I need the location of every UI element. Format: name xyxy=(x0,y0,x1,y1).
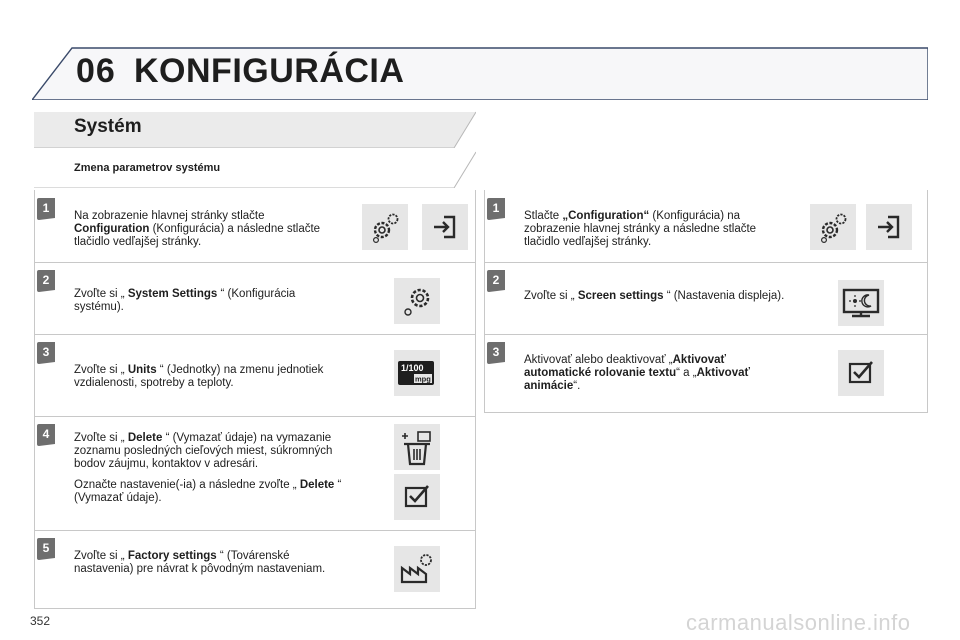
highlighted-term: Configuration xyxy=(74,223,150,235)
step-text-run: “ (Továrenské nastavenia) pre návrat k pôvodným nastaveniam. xyxy=(74,550,326,575)
step-text-run: Zvoľte si „ xyxy=(74,432,128,444)
right-step-1 xyxy=(484,190,928,263)
checkbox-icon xyxy=(838,350,884,396)
page-arrow-icon xyxy=(422,204,468,250)
step-text-run: Zvoľte si „ xyxy=(74,288,128,300)
left-step-4 xyxy=(34,416,476,531)
step-number: 1 xyxy=(492,201,500,215)
step-text-run: “ (Jednotky) na zmenu jednotiek vzdialenosti, spotreby a teploty. xyxy=(74,364,324,389)
step-number-badge xyxy=(37,270,57,292)
checkbox-icon xyxy=(394,474,440,520)
step-number-badge xyxy=(487,270,507,292)
step-number-badge xyxy=(487,198,507,220)
step-text xyxy=(74,364,354,398)
step-text-run: “. xyxy=(573,380,581,392)
right-step-3 xyxy=(484,334,928,413)
screen-settings-button[interactable] xyxy=(838,280,884,326)
left-step-2 xyxy=(34,262,476,335)
trash-icon xyxy=(394,424,440,470)
units-icon-top-label: 1/100 xyxy=(401,363,424,373)
highlighted-term: Units xyxy=(127,364,157,376)
highlighted-term: Factory settings xyxy=(127,550,217,562)
page-number: 352 xyxy=(30,614,51,628)
step-text-run: “ (Vymazať údaje). xyxy=(74,479,342,504)
confirm-button[interactable] xyxy=(838,350,884,396)
step-number: 4 xyxy=(42,427,50,441)
step-text-run: “ (Nastavenia displeja). xyxy=(663,290,785,302)
step-text xyxy=(74,288,344,322)
step-text xyxy=(74,432,350,513)
step-number-badge xyxy=(487,342,507,364)
step-number-badge xyxy=(37,342,57,364)
step-text-run: Označte nastavenie(-ia) a následne zvoľte „ xyxy=(74,479,300,491)
step-text xyxy=(524,210,794,257)
secondary-page-button[interactable] xyxy=(866,204,912,250)
step-text-run: “ (Konfigurácia systému). xyxy=(74,288,296,313)
gears-icon xyxy=(362,204,408,250)
step-text-run: Aktivovať alebo deaktivovať „ xyxy=(524,354,673,366)
step-text xyxy=(524,290,794,311)
step-text-run: Stlačte xyxy=(524,210,563,222)
right-step-2 xyxy=(484,262,928,335)
step-text xyxy=(74,210,324,257)
configuration-button[interactable] xyxy=(810,204,856,250)
step-number-badge xyxy=(37,424,57,446)
system-settings-button[interactable] xyxy=(394,278,440,324)
units-icon-bottom-label: mpg xyxy=(415,374,431,384)
factory-icon xyxy=(394,546,440,592)
step-number: 2 xyxy=(42,273,50,287)
step-text-run: (Konfigurácia) na zobrazenie hlavnej stránky a následne stlačte tlačidlo vedľajšej stránky. xyxy=(524,210,757,248)
section-title: Systém xyxy=(74,116,142,137)
units-icon xyxy=(394,350,440,396)
step-text-run: Zvoľte si „ xyxy=(524,290,578,302)
step-text xyxy=(524,354,794,401)
step-text-run: Zvoľte si „ xyxy=(74,550,128,562)
factory-settings-button[interactable] xyxy=(394,546,440,592)
left-step-3 xyxy=(34,334,476,417)
step-number: 5 xyxy=(42,541,50,555)
page-arrow-icon xyxy=(866,204,912,250)
highlighted-term: Screen settings xyxy=(577,290,664,302)
highlighted-term: Delete xyxy=(299,479,335,491)
step-number: 3 xyxy=(42,345,50,359)
display-settings-icon xyxy=(838,280,884,326)
step-number: 3 xyxy=(492,345,500,359)
subsection-title-banner xyxy=(34,150,476,188)
left-step-5 xyxy=(34,530,476,609)
gears-icon xyxy=(810,204,856,250)
step-number: 2 xyxy=(492,273,500,287)
step-number-badge xyxy=(37,198,57,220)
step-text-run: (Konfigurácia) a následne stlačte tlačidlo vedľajšej stránky. xyxy=(74,223,321,248)
highlighted-term: Delete xyxy=(127,432,163,444)
highlighted-term: Aktivovať automatické rolovanie textu xyxy=(524,354,727,379)
secondary-page-button[interactable] xyxy=(422,204,468,250)
configuration-button[interactable] xyxy=(362,204,408,250)
subsection-title: Zmena parametrov systému xyxy=(74,162,221,174)
gear-icon xyxy=(394,278,440,324)
step-text-run: Zvoľte si „ xyxy=(74,364,128,376)
step-number: 1 xyxy=(42,201,50,215)
step-text-run: “ a „ xyxy=(676,367,697,379)
chapter-number: 06 xyxy=(76,52,116,90)
highlighted-term: „Configuration“ xyxy=(562,210,650,222)
step-text-run: “ (Vymazať údaje) na vymazanie zoznamu posledných cieľových miest, súkromných bodov záujmu, kontaktov v adresári. xyxy=(74,432,333,470)
highlighted-term: Aktivovať animácie xyxy=(524,367,751,392)
units-button[interactable] xyxy=(394,350,440,396)
watermark: carmanualsonline.info xyxy=(686,610,911,635)
step-text xyxy=(74,550,350,584)
left-step-1 xyxy=(34,190,476,263)
section-title-banner xyxy=(34,106,476,148)
chapter-title: KONFIGURÁCIA xyxy=(134,52,405,90)
confirm-button[interactable] xyxy=(394,474,440,520)
delete-button[interactable] xyxy=(394,424,440,470)
step-text-run: Na zobrazenie hlavnej stránky stlačte xyxy=(74,210,265,222)
highlighted-term: System Settings xyxy=(127,288,218,300)
step-number-badge xyxy=(37,538,57,560)
